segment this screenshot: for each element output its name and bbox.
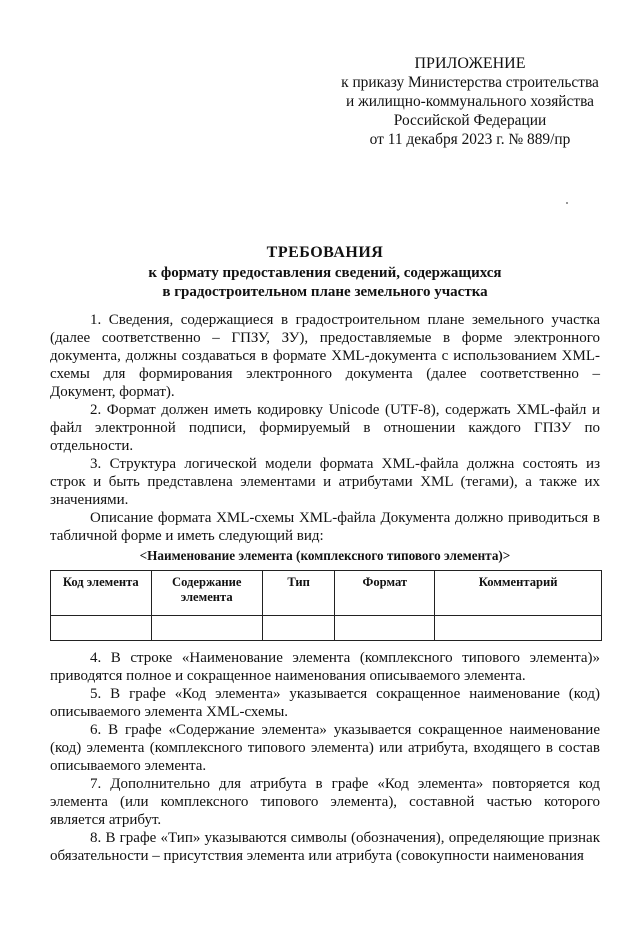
- appendix-title: ПРИЛОЖЕНИЕ: [414, 55, 526, 72]
- paragraph-7: 7. Дополнительно для атрибута в графе «Код элемента» повторяется код элемента (или комплексного типового элемента), составной частью которого является атрибут.: [50, 776, 600, 828]
- table-cell: [335, 616, 435, 641]
- table-cell: [435, 616, 602, 641]
- heading-subtitle: в градостроительном плане земельного участка: [162, 284, 488, 300]
- appendix-line: к приказу Министерства строительства: [341, 74, 599, 91]
- format-table: [50, 570, 602, 641]
- paragraph-6: 6. В графе «Содержание элемента» указывается сокращенное наименование (код) элемента (комплексного типового элемента) или атрибута, входящего в состав описываемого элемента.: [50, 722, 600, 774]
- table-header-cell: Формат: [335, 571, 435, 616]
- paragraph-8: 8. В графе «Тип» указываются символы (обозначения), определяющие признак обязательности – присутствия элемента или атрибута (совокупности наименования: [50, 830, 600, 864]
- table-header-cell: Код элемента: [51, 571, 152, 616]
- table-cell: [262, 616, 334, 641]
- document-heading: [60, 242, 590, 302]
- paragraph-1: 1. Сведения, содержащиеся в градостроительном плане земельного участка (далее соответственно – ГПЗУ, ЗУ), предоставляемые в форме электронного документа, должны создаваться в формате XML-документа с использованием XML-схемы для формирования электронного документа (далее соответственно – Документ, формат).: [50, 312, 600, 400]
- table-caption: <Наименование элемента (комплексного типового элемента)>: [139, 548, 511, 563]
- table-cell: [51, 616, 152, 641]
- paragraph-3: 3. Структура логической модели формата XML-файла должна состоять из строк и быть представлена элементами и атрибутами XML (тегами), а также их значениями.: [50, 456, 600, 508]
- appendix-block: [330, 54, 610, 149]
- table-header-cell: Комментарий: [435, 571, 602, 616]
- document-body: [50, 311, 600, 865]
- table-header-cell: Тип: [262, 571, 334, 616]
- paragraph-2: 2. Формат должен иметь кодировку Unicode (UTF-8), содержать XML-файл и файл электронной подписи, формируемый в отношении каждого ГПЗУ по отдельности.: [50, 402, 600, 454]
- paragraph-4: 4. В строке «Наименование элемента (комплексного типового элемента)» приводятся полное и сокращенное наименования описываемого элемента.: [50, 650, 600, 684]
- appendix-line: Российской Федерации: [393, 112, 547, 129]
- appendix-line: и жилищно-коммунального хозяйства: [345, 93, 594, 110]
- table-row: [51, 616, 602, 641]
- paragraph-description: Описание формата XML-схемы XML-файла Документа должно приводиться в табличной форме и иметь следующий вид:: [50, 510, 600, 544]
- table-header-row: [51, 571, 602, 616]
- heading-subtitle: к формату предоставления сведений, содержащихся: [148, 265, 502, 281]
- paragraph-5: 5. В графе «Код элемента» указывается сокращенное наименование (код) описываемого элемента XML-схемы.: [50, 686, 600, 720]
- appendix-line: от 11 декабря 2023 г. № 889/пр: [369, 131, 571, 148]
- table-cell: [151, 616, 262, 641]
- table-header-cell: Содержание элемента: [151, 571, 262, 616]
- scan-speck: [566, 202, 568, 204]
- heading-title: ТРЕБОВАНИЯ: [266, 244, 384, 261]
